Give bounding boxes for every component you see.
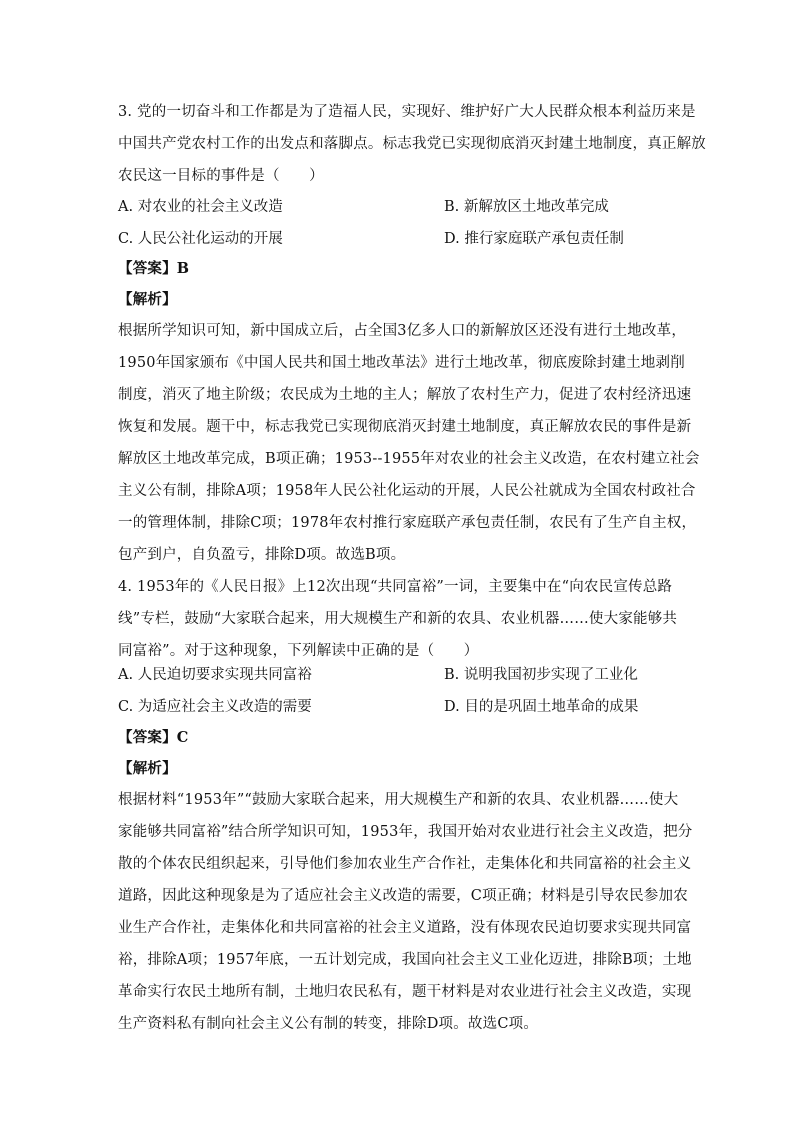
q4-analysis-line: 业生产合作社，走集体化和共同富裕的社会主义道路，没有体现农民迫切要求实现共同富 <box>118 920 692 936</box>
q4-analysis-line: 根据材料“1953年”“鼓励大家联合起来，用大规模生产和新的农具、农业机器……使大 <box>118 792 679 808</box>
q3-analysis-line: 恢复和发展。题干中，标志我党已实现彻底消灭封建土地制度，真正解放农民的事件是新 <box>118 419 692 435</box>
q4-option-c: C. 为适应社会主义改造的需要 <box>118 699 312 715</box>
q3-analysis-line: 解放区土地改革完成，B项正确；1953--1955年对农业的社会主义改造，在农村建立社会 <box>118 451 700 467</box>
q4-analysis-line: 家能够共同富裕”结合所学知识可知，1953年，我国开始对农业进行社会主义改造，把分 <box>118 824 693 840</box>
q4-analysis-line: 散的个体农民组织起来，引导他们参加农业生产合作社，走集体化和共同富裕的社会主义 <box>118 856 692 872</box>
q4-stem-line: 同富裕”。对于这种现象，下列解读中正确的是（ ） <box>118 643 479 659</box>
q4-analysis-line: 革命实行农民土地所有制，土地归农民私有，题干材料是对农业进行社会主义改造，实现 <box>118 984 692 1000</box>
q3-option-b: B. 新解放区土地改革完成 <box>444 199 609 215</box>
q4-analysis-label: 【解析】 <box>118 760 177 777</box>
q3-answer: 【答案】B <box>118 260 190 277</box>
q4-stem-line: 线”专栏，鼓励“大家联合起来，用大规模生产和新的农具、农业机器……使大家能够共 <box>118 611 678 627</box>
q4-option-b: B. 说明我国初步实现了工业化 <box>444 667 638 683</box>
q4-analysis-line: 道路，因此这种现象是为了适应社会主义改造的需要，C项正确；材料是引导农民参加农 <box>118 888 688 904</box>
q3-analysis-line: 根据所学知识可知，新中国成立后，占全国3亿多人口的新解放区还没有进行土地改革， <box>118 323 687 339</box>
q4-option-d: D. 目的是巩固土地革命的成果 <box>444 699 639 715</box>
q3-stem-line: 中国共产党农村工作的出发点和落脚点。标志我党已实现彻底消灭封建土地制度，真正解放 <box>118 136 706 152</box>
q3-analysis-line: 制度，消灭了地主阶级；农民成为土地的主人；解放了农村生产力，促进了农村经济迅速 <box>118 387 692 403</box>
q3-option-c: C. 人民公社化运动的开展 <box>118 231 283 247</box>
q3-analysis-line: 一的管理体制，排除C项；1978年农村推行家庭联产承包责任制，农民有了生产自主权， <box>118 515 697 531</box>
q4-analysis-line: 裕，排除A项；1957年底，一五计划完成，我国向社会主义工业化迈进，排除B项；土地 <box>118 952 692 968</box>
q3-analysis-line: 主义公有制，排除A项；1958年人民公社化运动的开展，人民公社就成为全国农村政社合 <box>118 483 696 499</box>
q3-analysis-label: 【解析】 <box>118 291 177 308</box>
q3-analysis-line: 包产到户，自负盈亏，排除D项。故选B项。 <box>118 547 406 563</box>
q4-analysis-line: 生产资料私有制向社会主义公有制的转变，排除D项。故选C项。 <box>118 1016 539 1032</box>
q4-answer: 【答案】C <box>118 729 189 746</box>
q3-analysis-line: 1950年国家颁布《中国人民共和国土地改革法》进行土地改革，彻底废除封建土地剥削 <box>118 355 685 371</box>
q3-option-a: A. 对农业的社会主义改造 <box>118 199 283 215</box>
q4-option-a: A. 人民迫切要求实现共同富裕 <box>118 667 312 683</box>
q3-stem-line: 3. 党的一切奋斗和工作都是为了造福人民，实现好、维护好广大人民群众根本利益历来是 <box>118 104 696 120</box>
q4-stem-line: 4. 1953年的《人民日报》上12次出现“共同富裕”一词，主要集中在“向农民宣传总路 <box>118 579 673 595</box>
q3-stem-line: 农民这一目标的事件是（ ） <box>118 168 324 184</box>
q3-option-d: D. 推行家庭联产承包责任制 <box>444 231 624 247</box>
